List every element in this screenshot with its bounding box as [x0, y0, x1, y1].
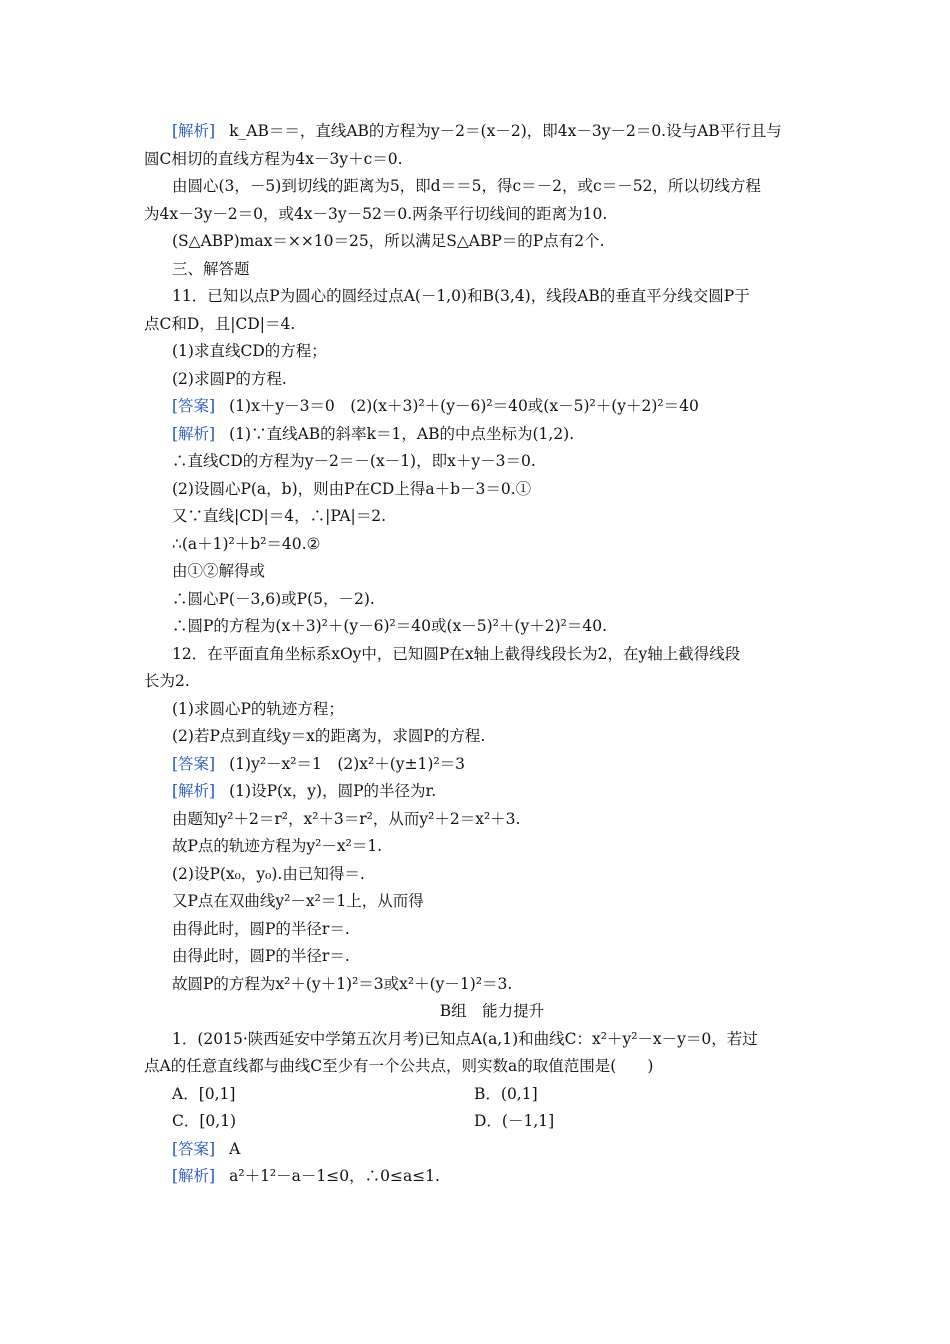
text-line — [172, 421, 812, 449]
text-line — [144, 201, 812, 229]
line-text: 长为2. — [144, 672, 190, 690]
text-line — [172, 1026, 812, 1054]
text-line — [172, 586, 812, 614]
text-line — [172, 558, 812, 586]
line-text: 又∵直线|CD|＝4，∴|PA|＝2. — [172, 507, 387, 525]
text-line — [172, 1136, 812, 1164]
line-text: k_AB＝＝，直线AB的方程为y－2＝(x－2)，即4x－3y－2＝0.设与AB平行且与 — [229, 122, 782, 140]
text-line — [172, 531, 812, 559]
text-line — [172, 998, 812, 1026]
text-line — [172, 366, 812, 394]
line-text: 又P点在双曲线y²－x²＝1上，从而得 — [172, 892, 424, 910]
text-line — [172, 118, 812, 146]
line-text: ∴(a＋1)²＋b²＝40.② — [172, 534, 321, 553]
line-text: 由圆心(3，－5)到切线的距离为5，即d＝＝5，得c＝－2，或c＝－52，所以切线方程 — [172, 177, 761, 195]
text-line — [172, 338, 812, 366]
line-text: 故P点的轨迹方程为y²－x²＝1. — [172, 837, 383, 855]
line-text: 1．(2015·陕西延安中学第五次月考)已知点A(a,1)和曲线C：x²＋y²－x－y＝0，若过 — [172, 1029, 758, 1048]
text-line — [172, 613, 812, 641]
text-line — [172, 943, 812, 971]
text-line — [172, 778, 812, 806]
text-line — [144, 668, 812, 696]
line-text: 由题知y²＋2＝r²，x²＋3＝r²，从而y²＋2＝x²＋3. — [172, 809, 521, 828]
line-text: 12．在平面直角坐标系xOy中，已知圆P在x轴上截得线段长为2，在y轴上截得线段 — [172, 644, 741, 663]
text-line — [172, 723, 812, 751]
line-text: 三、解答题 — [172, 259, 250, 278]
answer-tag: [答案] — [172, 754, 216, 773]
answer-tag: [答案] — [172, 1139, 216, 1158]
text-line — [172, 971, 812, 999]
line-text: ∴直线CD的方程为y－2＝－(x－1)，即x＋y－3＝0. — [172, 452, 536, 470]
line-text: 圆C相切的直线方程为4x－3y＋c＝0. — [144, 149, 403, 168]
text-line — [172, 833, 812, 861]
line-text: 故圆P的方程为x²＋(y＋1)²＝3或x²＋(y－1)²＝3. — [172, 974, 513, 993]
choice-option: A．[0,1] — [172, 1084, 236, 1103]
text-line — [172, 283, 812, 311]
line-text: 为4x－3y－2＝0，或4x－3y－52＝0.两条平行切线间的距离为10. — [144, 204, 608, 223]
text-line — [172, 173, 812, 201]
text-line — [172, 256, 812, 284]
line-text: (1)∵直线AB的斜率k＝1，AB的中点坐标为(1,2). — [229, 424, 575, 443]
line-text: ∴圆心P(－3,6)或P(5，－2). — [172, 589, 375, 608]
line-text: 点C和D，且|CD|＝4. — [144, 314, 296, 333]
line-text: 由得此时，圆P的半径r＝. — [172, 919, 350, 938]
text-line — [172, 641, 812, 669]
line-text: 点A的任意直线都与曲线C至少有一个公共点，则实数a的取值范围是( ) — [144, 1057, 654, 1075]
analysis-tag: [解析] — [172, 782, 216, 800]
line-text: (2)求圆P的方程. — [172, 369, 287, 388]
text-line — [172, 393, 812, 421]
text-line — [172, 1081, 812, 1109]
line-text: (1)求直线CD的方程； — [172, 342, 327, 360]
line-text: (2)设圆心P(a，b)，则由P在CD上得a＋b－3＝0.① — [172, 479, 532, 498]
text-line — [172, 228, 812, 256]
text-line — [144, 311, 812, 339]
analysis-tag: [解析] — [172, 122, 216, 140]
choice-option: C．[0,1) — [172, 1112, 237, 1130]
line-text: (1)设P(x，y)，圆P的半径为r. — [229, 782, 437, 800]
text-line — [172, 888, 812, 916]
line-text: (S△ABP)max＝××10＝25，所以满足S△ABP＝的P点有2个. — [172, 232, 605, 250]
text-line — [144, 1053, 812, 1081]
text-line — [172, 476, 812, 504]
text-line — [172, 696, 812, 724]
line-text: ∴圆P的方程为(x＋3)²＋(y－6)²＝40或(x－5)²＋(y＋2)²＝40. — [172, 617, 607, 635]
answer-tag: [答案] — [172, 397, 216, 415]
line-text: (1)y²－x²＝1 (2)x²＋(y±1)²＝3 — [229, 754, 466, 773]
line-text: (1)求圆心P的轨迹方程； — [172, 699, 344, 718]
text-line — [172, 751, 812, 779]
text-line — [172, 916, 812, 944]
text-line — [172, 448, 812, 476]
line-text: 11．已知以点P为圆心的圆经过点A(－1,0)和B(3,4)，线段AB的垂直平分线交圆P于 — [172, 287, 750, 305]
document-page — [144, 118, 812, 1191]
line-text: 由①②解得或 — [172, 562, 266, 580]
line-text: (1)x＋y－3＝0 (2)(x＋3)²＋(y－6)²＝40或(x－5)²＋(y＋2)²＝40 — [229, 397, 699, 415]
text-line — [172, 806, 812, 834]
line-text: (2)设P(x₀，y₀).由已知得＝. — [172, 864, 365, 883]
text-line — [144, 146, 812, 174]
analysis-tag: [解析] — [172, 424, 216, 443]
choice-option: D．(－1,1] — [474, 1112, 555, 1130]
line-text: B组 能力提升 — [439, 1002, 545, 1020]
line-text: A — [229, 1139, 241, 1158]
analysis-tag: [解析] — [172, 1167, 216, 1185]
choice-option: B．(0,1] — [474, 1084, 538, 1103]
line-text: 由得此时，圆P的半径r＝. — [172, 947, 350, 965]
text-line — [172, 1108, 812, 1136]
text-line — [172, 503, 812, 531]
text-line — [172, 861, 812, 889]
line-text: (2)若P点到直线y＝x的距离为，求圆P的方程. — [172, 727, 486, 745]
text-line — [172, 1163, 812, 1191]
line-text: a²＋1²－a－1≤0，∴0≤a≤1. — [229, 1167, 440, 1185]
